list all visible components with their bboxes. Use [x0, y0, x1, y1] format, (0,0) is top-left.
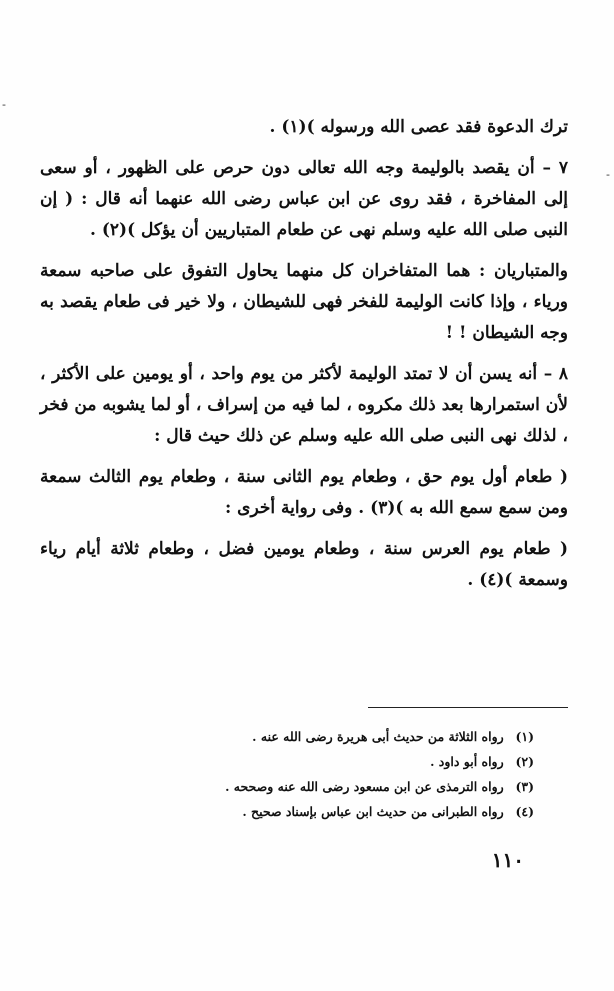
- paragraph-hadith-ending: ترك الدعوة فقد عصى الله ورسوله )(١) .: [269, 117, 568, 137]
- paragraph-point-8: ٨ – أنه يسن أن لا تمتد الوليمة لأكثر من يوم واحد ، أو يومين على الأكثر ، لأن استمرارها بعد ذلك مكروه ، لما فيه من إسراف ، أو لما يشوبه من فخر ، لذلك نهى النبى صلى الله عليه وسلم عن ذلك حيث قال :: [40, 364, 568, 446]
- paragraph-hadith-wedding-day: ( طعام يوم العرس سنة ، وطعام يومين فضل ، وطعام ثلاثة أيام رياء وسمعة )(٤) .: [40, 539, 568, 590]
- footnote-number: (٢): [515, 754, 534, 769]
- page-number: ١١٠: [491, 848, 524, 872]
- margin-mark-right: -: [606, 168, 610, 181]
- paragraph-point-7: ٧ – أن يقصد بالوليمة وجه الله تعالى دون حرص على الظهور ، أو سعى إلى المفاخرة ، فقد روى عن ابن عباس رضى الله عنهما أنه قال : ( إن النبى صلى الله عليه وسلم نهى عن طعام المتباريين أن يؤكل )(٢) .: [40, 158, 568, 240]
- margin-mark-left: -: [2, 98, 6, 111]
- footnote-text: رواه الثلاثة من حديث أبى هريرة رضى الله عنه .: [252, 729, 504, 744]
- footnote-text: رواه الطبرانى من حديث ابن عباس بإسناد صحيح .: [242, 804, 504, 819]
- footnote-text: رواه أبو داود .: [430, 754, 504, 769]
- footnote-separator: [368, 707, 568, 708]
- paragraph-hadith-first-day: ( طعام أول يوم حق ، وطعام يوم الثانى سنة ، وطعام يوم الثالث سمعة ومن سمع سمع الله به )(٣) . وفى رواية أخرى :: [40, 467, 568, 518]
- footnote-3: [114, 774, 534, 799]
- footnote-2: [114, 749, 534, 774]
- footnote-1: [114, 724, 534, 749]
- paragraph-mutabariyan-definition: والمتباريان : هما المتفاخران كل منهما يحاول التفوق على صاحبه سمعة ورياء ، وإذا كانت الوليمة للفخر فهى للشيطان ، ولا خير فى طعام يقصد به وجه الشيطان ! !: [40, 261, 568, 343]
- footnote-number: (٤): [515, 804, 534, 819]
- footnote-number: (٣): [515, 779, 534, 794]
- main-text: [40, 112, 568, 604]
- footnotes: [114, 724, 534, 824]
- footnote-4: [114, 799, 534, 824]
- footnote-text: رواه الترمذى عن ابن مسعود رضى الله عنه وصححه .: [225, 779, 504, 794]
- footnote-number: (١): [515, 729, 534, 744]
